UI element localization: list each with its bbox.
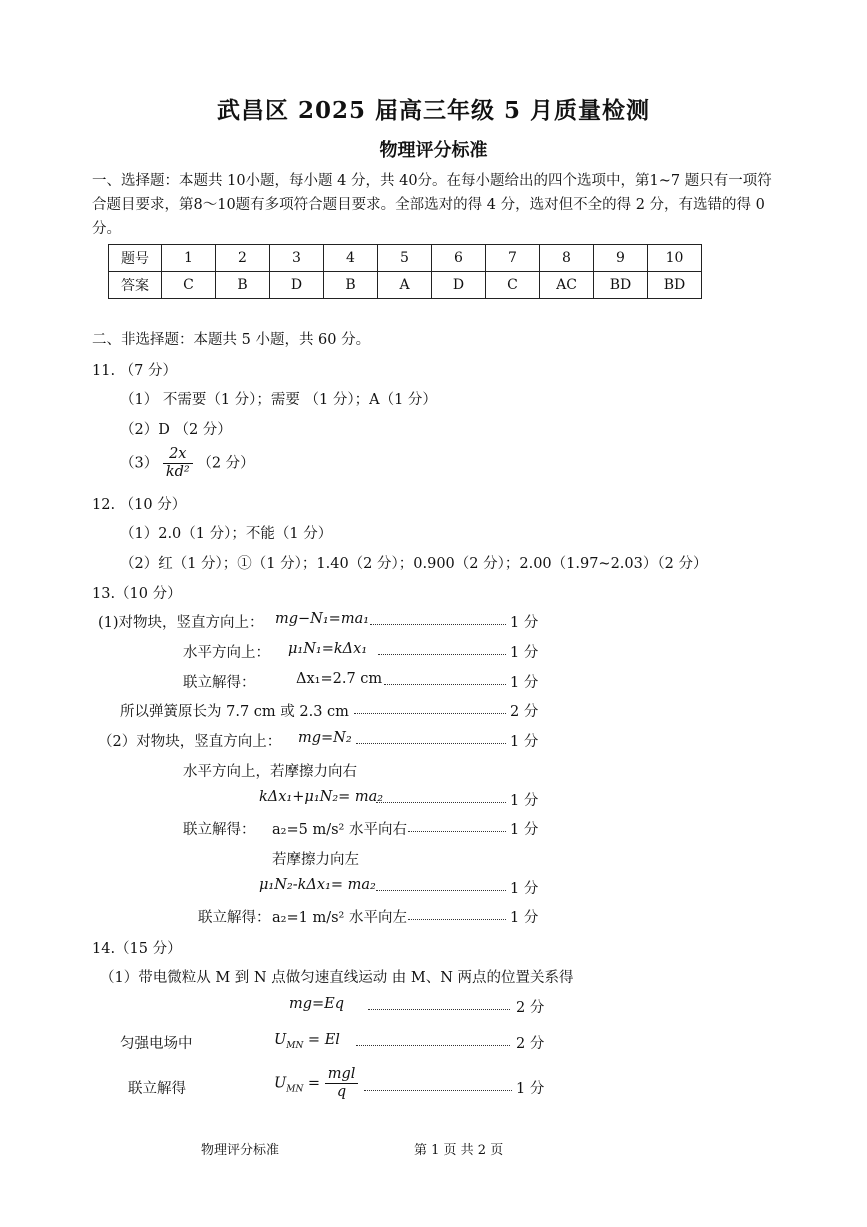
q11-line2: （2）D （2 分） xyxy=(120,422,232,438)
table-row xyxy=(109,245,702,272)
table-cell: BD xyxy=(594,272,648,299)
table-row-label: 题号 xyxy=(109,245,162,272)
table-cell: 6 xyxy=(432,245,486,272)
leader-dots xyxy=(364,1090,512,1091)
score: 1 分 xyxy=(516,1081,545,1097)
q13-line2-eq: μ₁N₁=kΔx₁ xyxy=(288,641,368,657)
q14-line2-eq: mg=Eq xyxy=(289,996,345,1012)
q13-line1-eq: mg−N₁=ma₁ xyxy=(275,611,370,627)
q13-label: 13.（10 分） xyxy=(92,586,182,602)
table-cell: B xyxy=(324,272,378,299)
score: 1 分 xyxy=(510,645,539,661)
section2-heading: 二、非选择题：本题共 5 小题，共 60 分。 xyxy=(92,332,371,348)
score: 1 分 xyxy=(510,734,539,750)
table-cell: A xyxy=(378,272,432,299)
leader-dots xyxy=(408,831,506,832)
score: 1 分 xyxy=(510,675,539,691)
q14-label: 14.（15 分） xyxy=(92,941,182,957)
q11-line3-suffix: （2 分） xyxy=(197,455,255,472)
score: 1 分 xyxy=(510,793,539,809)
q13-line7-eq: kΔx₁+μ₁N₂= ma₂ xyxy=(259,789,384,805)
q13-line5-text: （2）对物块，竖直方向上： xyxy=(98,734,282,750)
score: 1 分 xyxy=(510,822,539,838)
subscript: MN xyxy=(286,1084,304,1095)
score: 1 分 xyxy=(510,881,539,897)
q11-line1: （1） 不需要（1 分）；需要 （1 分）；A（1 分） xyxy=(120,392,437,408)
leader-dots xyxy=(376,890,506,891)
leader-dots xyxy=(370,624,506,625)
q13-line1-text: (1)对物块，竖直方向上： xyxy=(98,615,264,631)
table-row xyxy=(109,272,702,299)
symbol-u: U xyxy=(274,1032,287,1048)
q12-label: 12. （10 分） xyxy=(92,497,187,513)
fraction-denominator: kd² xyxy=(165,464,190,480)
q13-line3-text: 联立解得： xyxy=(183,675,256,691)
table-cell: 2 xyxy=(216,245,270,272)
table-cell: BD xyxy=(648,272,702,299)
q12-line2: （2）红（1 分）；①（1 分）；1.40（2 分）；0.900（2 分）；2.00（1.97~2.03）（2 分） xyxy=(120,556,708,572)
table-cell: D xyxy=(270,272,324,299)
page-title: 武昌区 2025 届高三年级 5 月质量检测 xyxy=(216,97,651,124)
table-cell: 10 xyxy=(648,245,702,272)
q13-line11-eq: a₂=1 m/s² 水平向左 xyxy=(272,910,407,926)
table-cell: 8 xyxy=(540,245,594,272)
q14-line3-text: 匀强电场中 xyxy=(120,1036,193,1052)
q14-line3-eq xyxy=(274,1032,340,1051)
fraction-denominator: q xyxy=(336,1084,347,1100)
table-cell: B xyxy=(216,272,270,299)
leader-dots xyxy=(368,1009,510,1010)
answer-table xyxy=(108,244,702,299)
table-cell: AC xyxy=(540,272,594,299)
fraction-numerator: 2x xyxy=(163,446,193,464)
q13-line11-text: 联立解得： xyxy=(198,910,271,926)
score: 2 分 xyxy=(516,1000,545,1016)
score: 1 分 xyxy=(510,615,539,631)
fraction xyxy=(163,446,193,481)
q13-line8-text: 联立解得： xyxy=(183,822,256,838)
q14-line4-text: 联立解得 xyxy=(128,1081,186,1097)
q11-line3-prefix: （3） xyxy=(120,455,159,472)
q13-line9-text: 若摩擦力向左 xyxy=(272,852,359,868)
q11-label: 11. （7 分） xyxy=(92,363,178,379)
subscript: MN xyxy=(286,1040,304,1051)
table-cell: 4 xyxy=(324,245,378,272)
fraction xyxy=(325,1066,359,1101)
symbol-u: U xyxy=(274,1075,287,1092)
table-row-label: 答案 xyxy=(109,272,162,299)
q11-line3 xyxy=(120,446,255,481)
q13-line8-eq: a₂=5 m/s² 水平向右 xyxy=(272,822,407,838)
equation-rhs: = El xyxy=(303,1032,340,1048)
q13-line2-text: 水平方向上： xyxy=(183,645,270,661)
table-cell: 5 xyxy=(378,245,432,272)
q14-line4-eq: $U_{MN}$ = $\frac{\text{mgl}}{q}$ xyxy=(274,1066,358,1101)
leader-dots xyxy=(384,684,506,685)
leader-dots xyxy=(354,713,506,714)
q13-line10-eq: μ₁N₂-kΔx₁= ma₂ xyxy=(259,877,376,893)
q14-line1: （1）带电微粒从 M 到 N 点做匀速直线运动 由 M、N 两点的位置关系得 xyxy=(100,970,574,986)
q12-line1: （1）2.0（1 分）；不能（1 分） xyxy=(120,526,333,542)
leader-dots xyxy=(356,1045,510,1046)
q13-line3-eq: Δx₁=2.7 cm xyxy=(296,671,383,687)
table-cell: D xyxy=(432,272,486,299)
q13-line4-text: 所以弹簧原长为 7.7 cm 或 2.3 cm xyxy=(120,704,349,720)
fraction-numerator: mgl xyxy=(325,1066,359,1084)
score: 2 分 xyxy=(510,704,539,720)
q13-line5-eq: mg=N₂ xyxy=(298,730,352,746)
leader-dots xyxy=(376,802,506,803)
score: 2 分 xyxy=(516,1036,545,1052)
table-cell: 9 xyxy=(594,245,648,272)
score: 1 分 xyxy=(510,910,539,926)
page-subtitle: 物理评分标准 xyxy=(379,140,488,161)
leader-dots xyxy=(408,919,506,920)
leader-dots xyxy=(356,743,506,744)
table-cell: C xyxy=(162,272,216,299)
table-cell: 1 xyxy=(162,245,216,272)
footer-left: 物理评分标准 xyxy=(201,1143,280,1158)
table-cell: 3 xyxy=(270,245,324,272)
footer-page-number: 第 1 页 共 2 页 xyxy=(414,1143,504,1158)
q13-line6-text: 水平方向上，若摩擦力向右 xyxy=(183,764,357,780)
section1-heading: 一、选择题：本题共 10小题，每小题 4 分，共 40分。在每小题给出的四个选项中，第1~7 题只有一项符合题目要求，第8～10题有多项符合题目要求。全部选对的得 4 分，选对但不全的得 2 分，有选错的得 0 分。 xyxy=(92,173,772,237)
table-cell: 7 xyxy=(486,245,540,272)
leader-dots xyxy=(378,654,506,655)
table-cell: C xyxy=(486,272,540,299)
